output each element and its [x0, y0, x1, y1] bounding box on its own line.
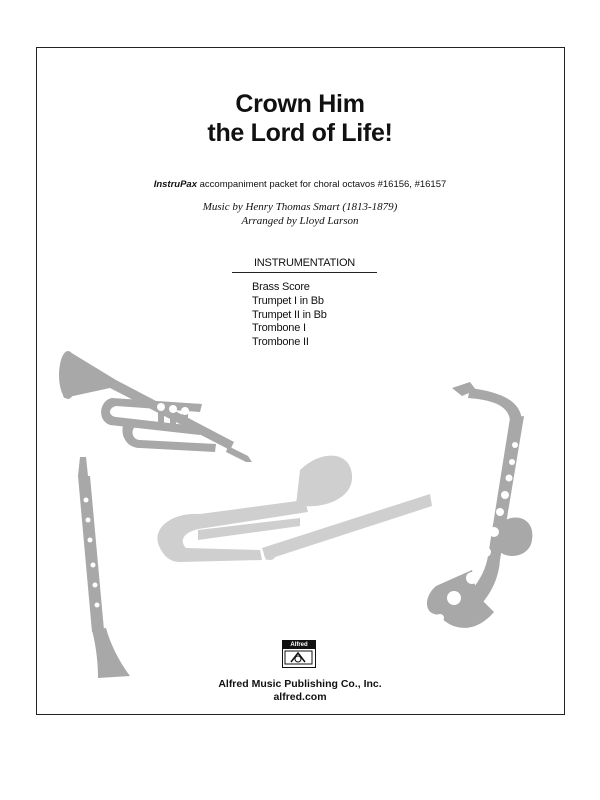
title-line-2: the Lord of Life!: [207, 119, 393, 147]
alfred-logo-emblem-icon: [283, 649, 314, 666]
instrument-item: Trumpet I in Bb: [252, 294, 324, 307]
instrument-item: Brass Score: [252, 281, 310, 293]
title-line-1: Crown Him: [235, 90, 365, 118]
saxophone-illustration: [427, 382, 532, 628]
packet-text: accompaniment packet for choral octavos #16156, #16157: [197, 179, 447, 190]
instrumentation-heading: INSTRUMENTATION: [253, 257, 356, 269]
clarinet-illustration: [78, 457, 130, 678]
alfred-logo-text: Alfred: [283, 641, 315, 649]
trombone-illustration: [157, 456, 432, 562]
instrument-item: Trumpet II in Bb: [252, 308, 327, 321]
publisher-name: Alfred Music Publishing Co., Inc.: [218, 678, 382, 690]
music-credit: Music by Henry Thomas Smart (1813-1879): [202, 201, 398, 213]
instrument-item: Trombone II: [252, 336, 309, 349]
arranged-credit: Arranged by Lloyd Larson: [241, 215, 359, 227]
publisher-website: alfred.com: [273, 691, 327, 703]
trumpet-illustration: [59, 351, 252, 462]
packet-brand: InstruPax: [153, 179, 197, 190]
instrument-item: Trombone I: [252, 322, 306, 335]
alfred-logo: [282, 640, 316, 668]
